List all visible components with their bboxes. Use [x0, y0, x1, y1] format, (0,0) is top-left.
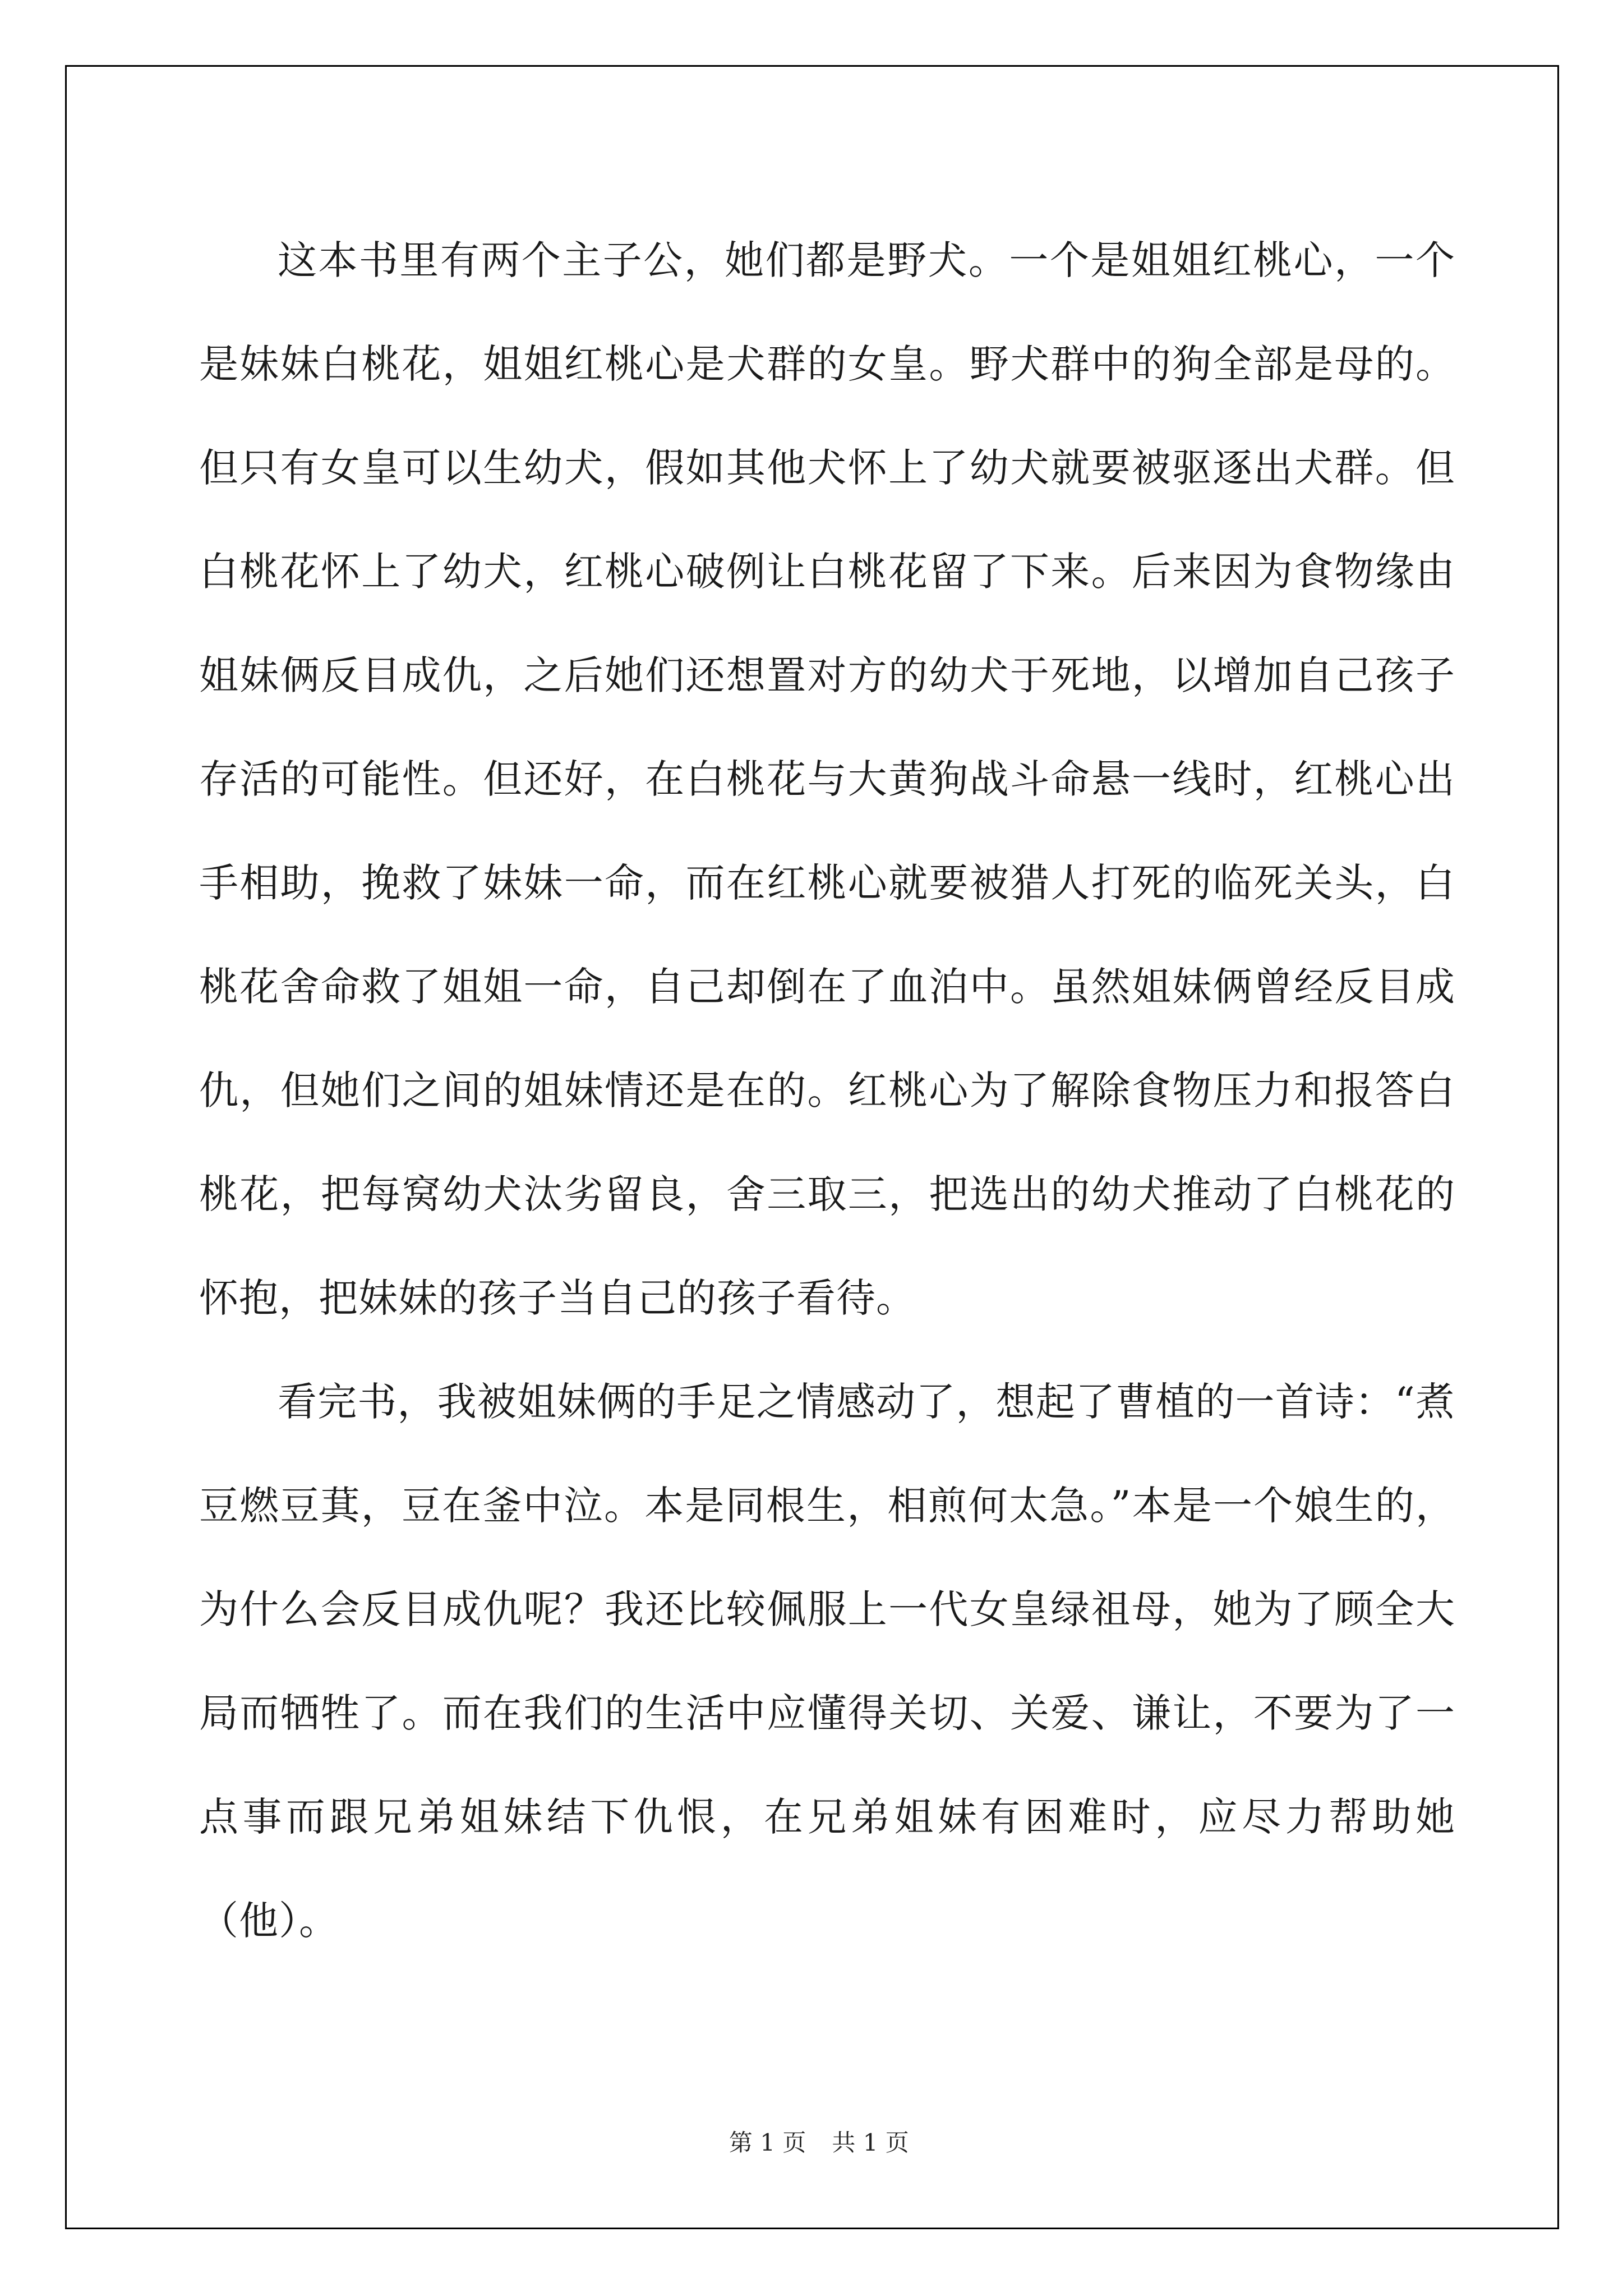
paragraph-1: 这本书里有两个主子公，她们都是野犬。一个是姐姐红桃心，一个是妹妹白桃花，姐姐红桃心是犬群的女皇。野犬群中的狗全部是母的。但只有女皇可以生幼犬，假如其他犬怀上了幼犬就要被驱逐出犬群。但白桃花怀上了幼犬，红桃心破例让白桃花留了下来。后来因为食物缘由姐妹俩反目成仇，之后她们还想置对方的幼犬于死地，以增加自己孩子存活的可能性。但还好，在白桃花与大黄狗战斗命悬一线时，红桃心出手相助，挽救了妹妹一命，而在红桃心就要被猎人打死的临死关头，白桃花舍命救了姐姐一命，自己却倒在了血泊中。虽然姐妹俩曾经反目成仇，但她们之间的姐妹情还是在的。红桃心为了解除食物压力和报答白桃花，把每窝幼犬汰劣留良，舍三取三，把选出的幼犬推动了白桃花的怀抱，把妹妹的孩子当自己的孩子看待。 — [199, 237, 1455, 1321]
paragraph-2: 看完书，我被姐妹俩的手足之情感动了，想起了曹植的一首诗：“煮豆燃豆萁，豆在釜中泣。本是同根生，相煎何太急。”本是一个娘生的，为什么会反目成仇呢？我还比较佩服上一代女皇绿祖母，她为了顾全大局而牺牲了。而在我们的生活中应懂得关切、关爱、谦让，不要为了一点事而跟兄弟姐妹结下仇恨，在兄弟姐妹有困难时，应尽力帮助她（他）。 — [199, 1379, 1455, 1944]
document-body — [199, 209, 1455, 1973]
page-number-current: 第 1 页 — [728, 2129, 806, 2156]
page-footer — [0, 2097, 1623, 2158]
page-number-total: 共 1 页 — [832, 2129, 909, 2156]
